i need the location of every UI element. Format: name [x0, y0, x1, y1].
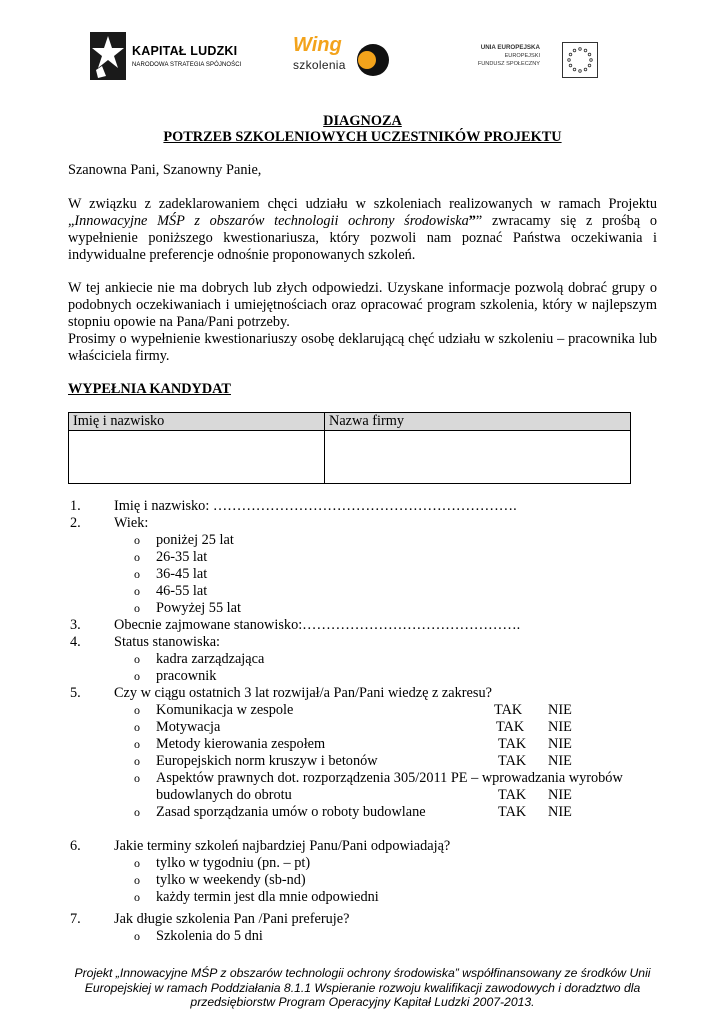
radio-icon[interactable]: o	[134, 567, 140, 581]
topic-label: Metody kierowania zespołem	[156, 736, 326, 752]
question-number: 6.	[70, 838, 81, 854]
radio-icon[interactable]: o	[134, 890, 140, 904]
question-5-text: Czy w ciągu ostatnich 3 lat rozwijał/a Pan/Pani wiedzę z zakresu?	[114, 685, 492, 701]
yes-option[interactable]: TAK	[498, 753, 527, 769]
radio-icon[interactable]: o	[134, 669, 140, 683]
eu-line-1: UNIA EUROPEJSKA	[480, 44, 540, 51]
eu-flag-icon	[562, 42, 598, 78]
question-number: 1.	[70, 498, 81, 514]
question-number: 4.	[70, 634, 81, 650]
question-7-text: Jak długie szkolenia Pan /Pani preferuje?	[114, 911, 350, 927]
name-cell[interactable]	[69, 431, 325, 484]
option-label: poniżej 25 lat	[156, 532, 234, 548]
radio-icon[interactable]: o	[134, 737, 140, 751]
eu-line-2: EUROPEJSKI	[504, 53, 540, 59]
kapital-ludzki-subtitle: NARODOWA STRATEGIA SPÓJNOŚCI	[132, 62, 242, 68]
question-1-text[interactable]: Imię i nazwisko: ……………………………………………………….	[114, 498, 517, 514]
radio-icon[interactable]: o	[134, 754, 140, 768]
option-label: 26-35 lat	[156, 549, 208, 565]
section-heading: WYPEŁNIA KANDYDAT	[68, 381, 231, 397]
radio-icon[interactable]: o	[134, 771, 140, 785]
yes-option[interactable]: TAK	[496, 719, 525, 735]
name-column-header: Imię i nazwisko	[69, 413, 325, 431]
eu-line-3: FUNDUSZ SPOŁECZNY	[477, 61, 540, 67]
radio-icon[interactable]: o	[134, 652, 140, 666]
title-line-2: POTRZEB SZKOLENIOWYCH UCZESTNIKÓW PROJEKTU	[163, 129, 562, 145]
no-option[interactable]: NIE	[548, 787, 572, 803]
option-label: każdy termin jest dla mnie odpowiedni	[156, 889, 379, 905]
yes-option[interactable]: TAK	[498, 736, 527, 752]
no-option[interactable]: NIE	[548, 736, 572, 752]
option-label: kadra zarządzająca	[156, 651, 265, 667]
topic-label-continued: budowlanych do obrotu	[156, 787, 292, 803]
yes-option[interactable]: TAK	[498, 804, 527, 820]
kapital-ludzki-logo	[90, 32, 260, 82]
radio-icon[interactable]: o	[134, 533, 140, 547]
yes-option[interactable]: TAK	[494, 702, 523, 718]
company-column-header: Nazwa firmy	[325, 413, 631, 431]
yes-option[interactable]: TAK	[498, 787, 527, 803]
eu-logo-text	[474, 44, 540, 68]
wing-logo-title: Wing	[293, 34, 342, 56]
question-2-text: Wiek:	[114, 515, 149, 531]
title-line-1: DIAGNOZA	[323, 113, 402, 129]
request-text: Prosimy o wypełnienie kwestionariuszy osobę deklarującą chęć udziału w szkoleniu – pracownika lub właściciela firmy.	[68, 331, 657, 364]
question-number: 7.	[70, 911, 81, 927]
radio-icon[interactable]: o	[134, 720, 140, 734]
question-3-text[interactable]: Obecnie zajmowane stanowisko:……………………………………….	[114, 617, 521, 633]
radio-icon[interactable]: o	[134, 873, 140, 887]
question-6-text: Jakie terminy szkoleń najbardziej Panu/Pani odpowiadają?	[114, 838, 451, 854]
radio-icon[interactable]: o	[134, 805, 140, 819]
no-option[interactable]: NIE	[548, 719, 572, 735]
question-number: 5.	[70, 685, 81, 701]
option-label: 46-55 lat	[156, 583, 208, 599]
option-label: tylko w weekendy (sb-nd)	[156, 872, 306, 888]
kapital-ludzki-star-icon	[90, 32, 126, 80]
topic-label: Motywacja	[156, 719, 221, 735]
option-label: 36-45 lat	[156, 566, 208, 582]
intro-text-end: ” zwracamy się z prośbą o wypełnienie poniższego kwestionariusza, który pozwoli nam poznać Państwa oczekiwania i indywidualne preferencje odnośnie proponowanych szkoleń.	[68, 213, 657, 263]
greeting: Szanowna Pani, Szanowny Panie,	[68, 162, 262, 178]
no-option[interactable]: NIE	[548, 753, 572, 769]
footer-line-1: Projekt „Innowacyjne MŚP z obszarów technologii ochrony środowiska” współfinansowany ze środków Unii	[74, 966, 651, 980]
intro-text-start: W związku z zadeklarowaniem chęci udziału w szkoleniach realizowanych w ramach Projektu „	[68, 196, 657, 229]
eu-logo	[474, 42, 600, 82]
option-label: Powyżej 55 lat	[156, 600, 241, 616]
company-cell[interactable]	[325, 431, 631, 484]
intro-paragraph: W związku z zadeklarowaniem chęci udziału w szkoleniach realizowanych w ramach Projektu „Innowacyjne MŚP z obszarów technologii ochrony środowiska”” zwracamy się z prośbą o wypełnienie poniższego kwestionariusza, który pozwoli nam poznać Państwa oczekiwania i indywidualne preferencje odnośnie proponowanych szkoleń.	[68, 196, 657, 263]
footer-line-3: przedsiębiorstw Program Operacyjny Kapitał Ludzki 2007-2013.	[190, 995, 535, 1009]
radio-icon[interactable]: o	[134, 601, 140, 615]
document-title	[68, 113, 657, 145]
wing-circle-icon	[353, 40, 393, 80]
option-label: Szkolenia do 5 dni	[156, 928, 263, 944]
topic-label: Komunikacja w zespole	[156, 702, 294, 718]
radio-icon[interactable]: o	[134, 929, 140, 943]
kapital-ludzki-title: KAPITAŁ LUDZKI	[132, 44, 238, 58]
no-option[interactable]: NIE	[548, 804, 572, 820]
wing-logo-subtitle: szkolenia	[293, 58, 346, 72]
info-paragraph	[68, 280, 657, 365]
radio-icon[interactable]: o	[134, 703, 140, 717]
no-option[interactable]: NIE	[548, 702, 572, 718]
page-footer	[40, 966, 685, 1010]
topic-label: Europejskich norm kruszyw i betonów	[156, 753, 378, 769]
question-number: 3.	[70, 617, 81, 633]
wing-szkolenia-logo	[291, 32, 411, 82]
question-number: 2.	[70, 515, 81, 531]
info-text: W tej ankiecie nie ma dobrych lub złych odpowiedzi. Uzyskane informacje pozwolą dobrać grupy o podobnych oczekiwaniach i umiejętnościach oraz opracować program szkolenia, który w najlepszym stopniu opowie na Pana/Pani potrzeby.	[68, 280, 657, 330]
radio-icon[interactable]: o	[134, 550, 140, 564]
candidate-table	[68, 412, 631, 484]
radio-icon[interactable]: o	[134, 584, 140, 598]
project-name: Innowacyjne MŚP z obszarów technologii ochrony środowiska	[74, 213, 469, 229]
footer-line-2: Europejskiej w ramach Poddziałania 8.1.1 Wspieranie rozwoju kwalifikacji zawodowych i doradztwo dla	[84, 980, 641, 995]
header-logos	[0, 28, 725, 88]
topic-label: Aspektów prawnych dot. rozporządzenia 305/2011 PE – wprowadzania wyrobów	[156, 770, 623, 786]
radio-icon[interactable]: o	[134, 856, 140, 870]
question-4-text: Status stanowiska:	[114, 634, 221, 650]
topic-label: Zasad sporządzania umów o roboty budowlane	[156, 804, 426, 820]
option-label: tylko w tygodniu (pn. – pt)	[156, 855, 311, 871]
option-label: pracownik	[156, 668, 217, 684]
